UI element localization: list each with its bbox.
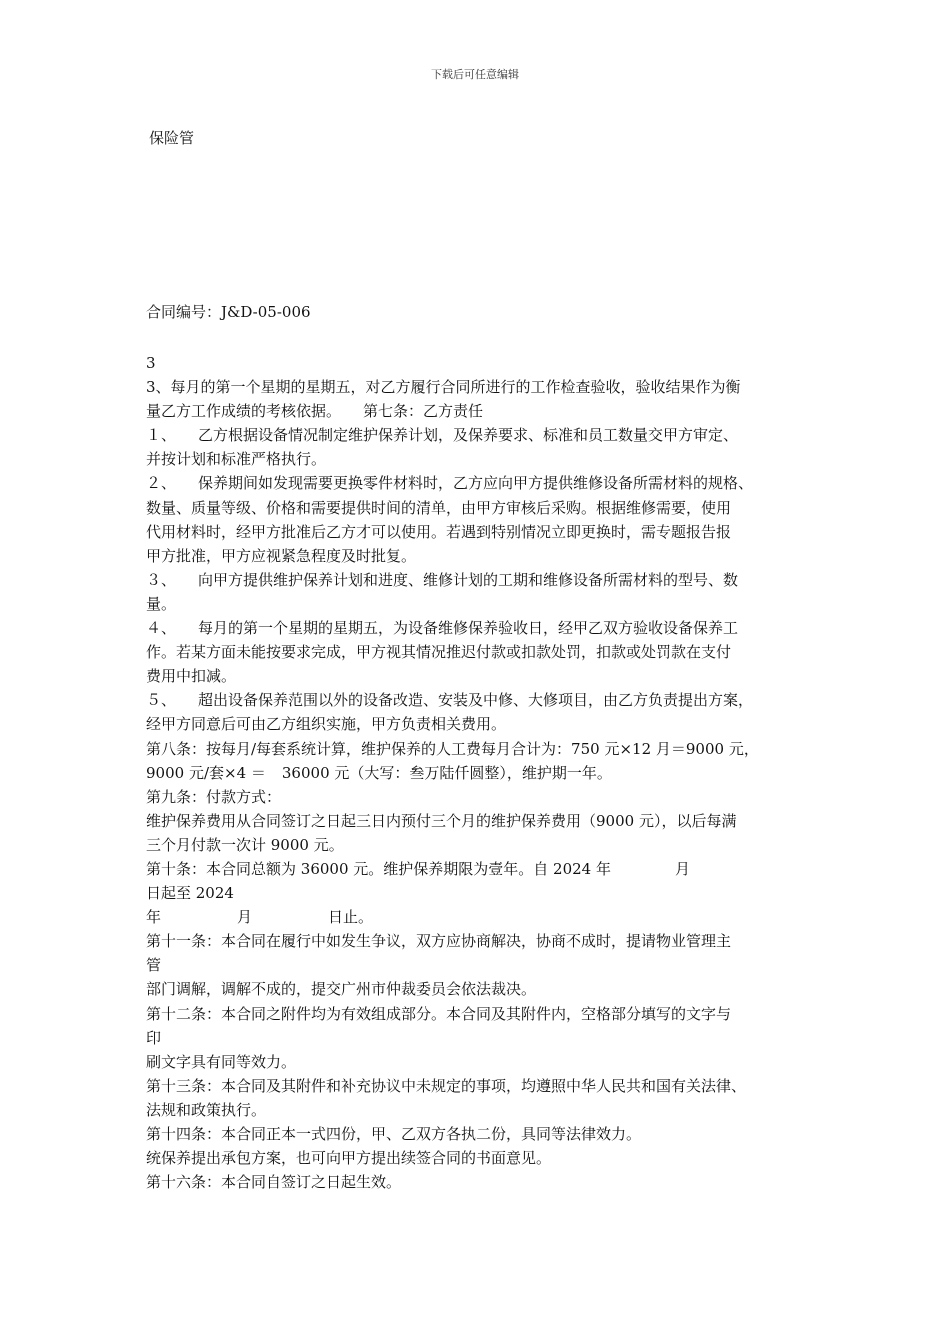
page-header-note: 下载后可任意编辑 — [431, 68, 519, 81]
text-line: ４、 每月的第一个星期的星期五，为设备维修保养验收日，经甲乙双方验收设备保养工 — [146, 619, 739, 638]
text-line: ２、 保养期间如发现需要更换零件材料时，乙方应向甲方提供维修设备所需材料的规格、 — [146, 474, 754, 493]
text-line: 第十六条：本合同自签订之日起生效。 — [146, 1173, 402, 1192]
text-line: 三个月付款一次计 9000 元。 — [146, 835, 344, 854]
text-line: 维护保养费用从合同签订之日起三日内预付三个月的维护保养费用（9000 元），以后每满 — [146, 811, 737, 830]
text-line: 印 — [146, 1028, 162, 1047]
text-line: 第十二条：本合同之附件均为有效组成部分。本合同及其附件内，空格部分填写的文字与 — [146, 1004, 732, 1023]
text-line: 第九条：付款方式： — [146, 787, 282, 806]
text-line: 甲方批准，甲方应视紧急程度及时批复。 — [146, 546, 417, 565]
text-line: 并按计划和标准严格执行。 — [146, 450, 327, 469]
text-line: 作。若某方面未能按要求完成，甲方视其情况推迟付款或扣款处罚，扣款或处罚款在支付 — [146, 643, 732, 662]
text-line: 日起至 2024 — [146, 884, 234, 903]
text-line: 量。 — [146, 594, 177, 613]
text-line: 代用材料时，经甲方批准后乙方才可以使用。若遇到特别情况立即更换时，需专题报告报 — [146, 522, 732, 541]
text-line: 费用中扣减。 — [146, 667, 237, 686]
text-line: ５、 超出设备保养范围以外的设备改造、安装及中修、大修项目，由乙方负责提出方案， — [146, 691, 754, 710]
text-line: 经甲方同意后可由乙方组织实施，甲方负责相关费用。 — [146, 715, 507, 734]
text-line: 3、每月的第一个星期的星期五，对乙方履行合同所进行的工作检查验收，验收结果作为衡 — [146, 378, 741, 397]
text-line: ３、 向甲方提供维护保养计划和进度、维修计划的工期和维修设备所需材料的型号、数 — [146, 570, 739, 589]
document-title: 保险管 — [149, 129, 195, 147]
contract-number: 合同编号：J&D-05-006 — [146, 303, 311, 321]
text-line: 数量、质量等级、价格和需要提供时间的清单，由甲方审核后采购。根据维修需要，使用 — [146, 498, 732, 517]
text-line: 管 — [146, 956, 162, 975]
text-line: 3 — [146, 354, 156, 372]
text-line: 第十一条：本合同在履行中如发生争议，双方应协商解决，协商不成时，提请物业管理主 — [146, 932, 732, 951]
text-line: 9000 元/套×4 ＝ 36000 元（大写：叁万陆仟圆整），维护期一年。 — [146, 763, 612, 782]
text-line: １、 乙方根据设备情况制定维护保养计划，及保养要求、标准和员工数量交甲方审定、 — [146, 426, 739, 445]
text-line: 第十条：本合同总额为 36000 元。维护保养期限为壹年。自 2024 年 月 — [146, 859, 690, 878]
text-line: 量乙方工作成绩的考核依据。 第七条：乙方责任 — [146, 402, 484, 421]
text-line: 第十四条：本合同正本一式四份，甲、乙双方各执二份，具同等法律效力。 — [146, 1125, 642, 1143]
document-body — [146, 351, 826, 1194]
text-line: 部门调解，调解不成的，提交广州市仲裁委员会依法裁决。 — [146, 980, 537, 999]
text-line: 刷文字具有同等效力。 — [146, 1052, 297, 1071]
text-line: 第八条：按每月/每套系统计算，维护保养的人工费每月合计为：750 元×12 月＝9000 元， — [146, 739, 759, 758]
text-line: 第十三条：本合同及其附件和补充协议中未规定的事项，均遵照中华人民共和国有关法律、 — [146, 1076, 747, 1095]
text-line: 法规和政策执行。 — [146, 1100, 267, 1119]
text-line: 年 月 日止。 — [146, 908, 374, 927]
text-line: 统保养提出承包方案，也可向甲方提出续签合同的书面意见。 — [146, 1149, 552, 1168]
